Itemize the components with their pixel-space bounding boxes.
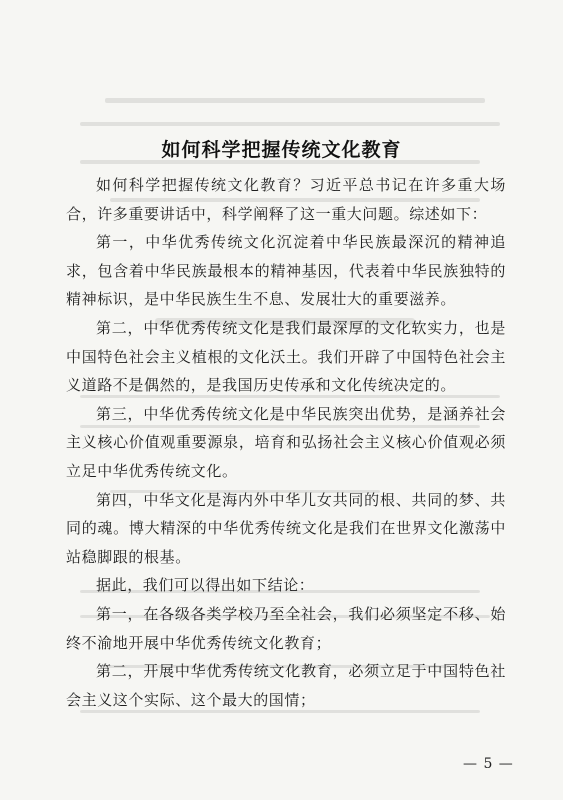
paragraph-conclusion-2: 第二，开展中华优秀传统文化教育，必须立足于中国特色社会主义这个实际、这个最大的国情； — [66, 662, 506, 709]
paragraph-conclusion-lead: 据此，我们可以得出如下结论： — [96, 576, 315, 595]
page-number: — 5 — — [463, 756, 514, 772]
paragraph-point-1: 第一，中华优秀传统文化沉淀着中华民族最深沉的精神追求，包含着中华民族最根本的精神基因，代表着中华民族独特的精神标识，是中华民族生生不息、发展壮大的重要滋养。 — [66, 233, 506, 309]
document-body — [66, 171, 506, 714]
paragraph-conclusion-1: 第一，在各级各类学校乃至全社会，我们必须坚定不移、始终不渝地开展中华优秀传统文化教育； — [66, 604, 506, 652]
paragraph-point-4: 第四，中华文化是海内外中华儿女共同的根、共同的梦、共同的魂。博大精深的中华优秀传统文化是我们在世界文化激荡中站稳脚跟的根基。 — [66, 490, 506, 566]
paragraph-point-3: 第三，中华优秀传统文化是中华民族突出优势，是涵养社会主义核心价值观重要源泉，培育和弘扬社会主义核心价值观必须立足中华优秀传统文化。 — [66, 404, 506, 480]
document-title: 如何科学把握传统文化教育 — [161, 139, 402, 161]
paragraph-intro: 如何科学把握传统文化教育？习近平总书记在许多重大场合，许多重要讲话中，科学阐释了这一重大问题。综述如下： — [66, 176, 506, 223]
paragraph-point-2: 第二，中华优秀传统文化是我们最深厚的文化软实力，也是中国特色社会主义植根的文化沃土。我们开辟了中国特色社会主义道路不是偶然的，是我国历史传承和文化传统决定的。 — [66, 318, 506, 395]
